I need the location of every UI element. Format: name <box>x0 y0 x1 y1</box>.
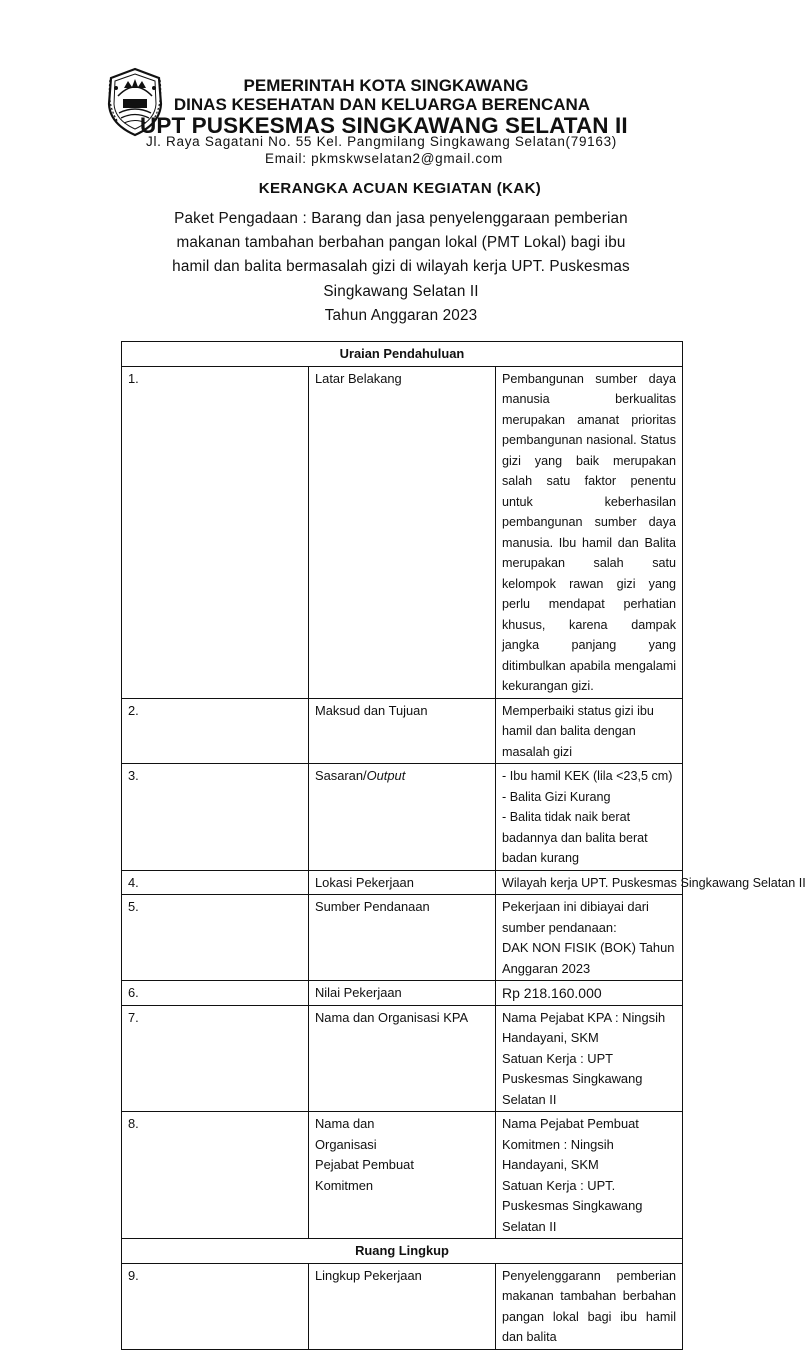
funding-line: DAK NON FISIK (BOK) Tahun Anggaran 2023 <box>502 940 675 976</box>
kak-table <box>121 341 806 1350</box>
row-label: Latar Belakang <box>309 366 496 698</box>
section-header-ruang-lingkup: Ruang Lingkup <box>122 1239 683 1264</box>
row-label: Lingkup Pekerjaan <box>309 1263 496 1349</box>
row-number: 7. <box>122 1005 309 1112</box>
row-label: Sumber Pendanaan <box>309 895 496 981</box>
paket-line: makanan tambahan berbahan pangan lokal (PMT Lokal) bagi ibu <box>176 234 626 252</box>
row-number: 3. <box>122 764 309 871</box>
government-name: PEMERINTAH KOTA SINGKAWANG <box>243 76 529 95</box>
row-label-line: Organisasi <box>315 1136 377 1152</box>
kpa-unit: Satuan Kerja : UPT Puskesmas Singkawang Selatan II <box>502 1050 643 1107</box>
row-label: Maksud dan Tujuan <box>309 698 496 764</box>
section-header-uraian: Uraian Pendahuluan <box>122 342 683 367</box>
institution-name: UPT PUSKESMAS SINGKAWANG SELATAN II <box>140 113 628 138</box>
row-value: Memperbaiki status gizi ibu hamil dan balita dengan masalah gizi <box>496 698 683 764</box>
letterhead <box>0 0 768 175</box>
kpa-name: Nama Pejabat KPA : Ningsih Handayani, SKM <box>502 1009 666 1045</box>
target-item: - Balita tidak naik berat badannya dan balita berat badan kurang <box>502 810 648 865</box>
section-row <box>122 342 683 367</box>
row-label-text: Sasaran/ <box>315 768 367 783</box>
row-value <box>496 1005 683 1112</box>
table-row <box>122 1005 683 1112</box>
row-label-line: Pejabat Pembuat <box>315 1157 414 1172</box>
row-number: 1. <box>122 366 309 698</box>
table-row <box>122 698 683 764</box>
row-value: Wilayah kerja UPT. Puskesmas Singkawang Selatan II <box>496 870 683 895</box>
row-value: Penyelenggarann pemberian makanan tambahan berbahan pangan lokal bagi ibu hamil dan balita <box>496 1263 683 1349</box>
table-row <box>122 366 683 698</box>
paket-line: Singkawang Selatan II <box>323 282 479 300</box>
document-title: KERANGKA ACUAN KEGIATAN (KAK) <box>258 180 542 197</box>
row-value: Pembangunan sumber daya manusia berkualitas merupakan amanat prioritas pembangunan nasional. Status gizi yang baik merupakan salah satu faktor penentu untuk keberhasilan pembangunan sumber daya manusia. Ibu hamil dan Balita merupakan salah satu kelompok rawan gizi yang perlu mendapat perhatian khusus, karena dampak jangka panjang yang ditimbulkan apabila mengalami kekurangan gizi. <box>496 366 683 698</box>
row-label-line: Komitmen <box>315 1177 374 1193</box>
row-number: 5. <box>122 895 309 981</box>
budget-year: Tahun Anggaran 2023 <box>324 306 478 324</box>
paket-line: Paket Pengadaan : Barang dan jasa penyelenggaraan pemberian <box>174 210 628 227</box>
department-name: DINAS KESEHATAN DAN KELUARGA BERENCANA <box>173 95 591 114</box>
ppk-name: Nama Pejabat Pembuat Komitmen : Ningsih Handayani, SKM <box>502 1116 639 1172</box>
row-label <box>309 1112 496 1239</box>
row-value <box>496 764 683 871</box>
row-label-line: Nama dan <box>315 1116 375 1131</box>
target-item: - Ibu hamil KEK (lila <23,5 cm) <box>502 769 673 783</box>
paket-line: hamil dan balita bermasalah gizi di wilayah kerja UPT. Puskesmas <box>172 258 630 276</box>
row-value: Rp 218.160.000 <box>496 981 683 1006</box>
ppk-unit: Satuan Kerja : UPT. Puskesmas Singkawang Selatan II <box>502 1177 643 1234</box>
row-label: Nilai Pekerjaan <box>309 981 496 1006</box>
table-row <box>122 895 683 981</box>
row-number: 2. <box>122 698 309 764</box>
table-row <box>122 1263 683 1349</box>
table-row <box>122 764 683 871</box>
funding-line: Pekerjaan ini dibiayai dari sumber pendanaan: <box>502 899 649 935</box>
procurement-package-description <box>108 207 694 328</box>
table-row <box>122 870 683 895</box>
row-label: Nama dan Organisasi KPA <box>309 1005 496 1112</box>
row-label: Lokasi Pekerjaan <box>309 870 496 895</box>
institution-email: Email: pkmskwselatan2@gmail.com <box>265 151 503 166</box>
institution-address: Jl. Raya Sagatani No. 55 Kel. Pangmilang Singkawang Selatan(79163) <box>146 134 617 149</box>
table-row <box>122 981 683 1006</box>
target-item: - Balita Gizi Kurang <box>502 789 611 804</box>
row-number: 6. <box>122 981 309 1006</box>
row-label <box>309 764 496 871</box>
row-value <box>496 1112 683 1239</box>
row-number: 9. <box>122 1263 309 1349</box>
row-number: 4. <box>122 870 309 895</box>
row-label-italic: Output <box>366 768 406 783</box>
table-row <box>122 1112 683 1239</box>
section-row <box>122 1239 683 1264</box>
row-number: 8. <box>122 1112 309 1239</box>
row-value <box>496 895 683 981</box>
